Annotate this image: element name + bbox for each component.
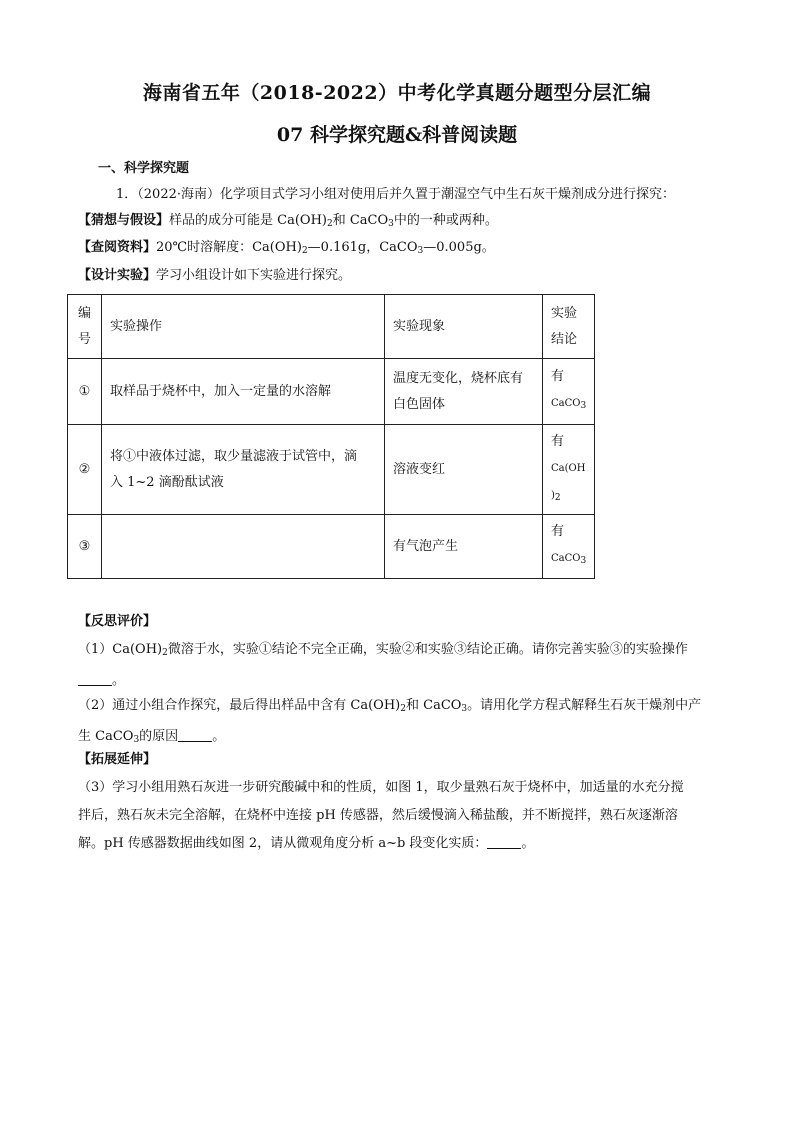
row-phenomenon: 有气泡产生 — [385, 515, 543, 579]
reference-text-c: —0.005g。 — [423, 240, 495, 255]
table-row — [68, 359, 595, 425]
row-conclusion: 有 Ca(OH )$_2$ — [543, 425, 595, 515]
document-title: 海南省五年（2018-2022）中考化学真题分题型分层汇编 — [142, 82, 652, 104]
document-subtitle: 07 科学探究题&科普阅读题 — [276, 124, 518, 146]
table-header-row — [68, 295, 595, 359]
design-text: 学习小组设计如下实验进行探究。 — [156, 268, 352, 283]
subscript: 3 — [388, 219, 394, 229]
section-heading: 一、科学探究题 — [98, 161, 190, 176]
header-phenomenon: 实验现象 — [385, 295, 543, 359]
header-operation: 实验操作 — [102, 295, 385, 359]
reflection-label: 【反思评价】 — [78, 614, 157, 629]
row-phenomenon: 温度无变化，烧杯底有 白色固体 — [385, 359, 543, 425]
reference-line — [78, 239, 495, 260]
row-number: ③ — [68, 515, 102, 579]
row-phenomenon: 溶液变红 — [385, 425, 543, 515]
table-row — [68, 425, 595, 515]
row-number: ② — [68, 425, 102, 515]
experiment-table — [67, 294, 595, 579]
row-operation: 取样品于烧杯中，加入一定量的水溶解 — [102, 359, 385, 425]
row-conclusion: 有 CaCO$_3$ — [543, 515, 595, 579]
hypothesis-text-a: 样品的成分可能是 Ca(OH) — [169, 213, 327, 228]
hypothesis-text-b: 和 CaCO — [332, 213, 389, 228]
table-row — [68, 515, 595, 579]
question-part-1: $(1)Ca(OH)_2$微溶于水，实验①结论不完全正确，实验②和实验③结论正确。请你完善实验③的实验操作 。 — [78, 642, 688, 688]
question-1-intro: 1．（2022·海南）化学项目式学习小组对使用后并久置于潮湿空气中生石灰干燥剂成分进行探究： — [116, 187, 675, 202]
answer-blank — [78, 671, 112, 686]
header-conclusion: 实验 结论 — [543, 295, 595, 359]
header-number: 编 号 — [68, 295, 102, 359]
answer-blank — [487, 834, 521, 849]
row-operation-empty — [102, 515, 385, 579]
row-operation: 将①中液体过滤，取少量滤液于试管中，滴 入 1~2 滴酚酞试液 — [102, 425, 385, 515]
question-part-3: （3）学习小组用熟石灰进一步研究酸碱中和的性质，如图 1，取少量熟石灰于烧杯中，加适量的水充分搅 拌后，熟石灰未完全溶解，在烧杯中连接 pH 传感器，然后缓慢滴入稀盐酸，并不断搅拌，熟石灰逐渐溶 解。pH 传感器数据曲线如图 2，请从微观角度分析 a~b 段变化实质： 。 — [78, 780, 684, 851]
row-conclusion: 有 CaCO$_3$ — [543, 359, 595, 425]
design-line — [78, 267, 351, 285]
hypothesis-label: 【猜想与假设】 — [78, 213, 170, 228]
reference-text-a: 20℃时溶解度：Ca(OH) — [156, 240, 302, 255]
hypothesis-line — [78, 212, 498, 233]
answer-blank — [178, 727, 212, 742]
hypothesis-text-c: 中的一种或两种。 — [393, 213, 498, 228]
reference-text-b: —0.161g，CaCO — [307, 240, 418, 255]
extension-label: 【拓展延伸】 — [78, 752, 157, 767]
subscript: 3 — [417, 246, 424, 256]
subscript: 2 — [301, 246, 308, 256]
row-number: ① — [68, 359, 102, 425]
reference-label: 【查阅资料】 — [78, 240, 157, 255]
subscript: 2 — [326, 219, 333, 229]
question-part-2: （2）通过小组合作探究，最后得出样品中含有 $Ca(OH)_2$和 CaCO$_3$。请用化学方程式解释生石灰干燥剂中产 生 CaCO$_3$的原因 。 — [78, 698, 702, 745]
design-label: 【设计实验】 — [78, 268, 157, 283]
